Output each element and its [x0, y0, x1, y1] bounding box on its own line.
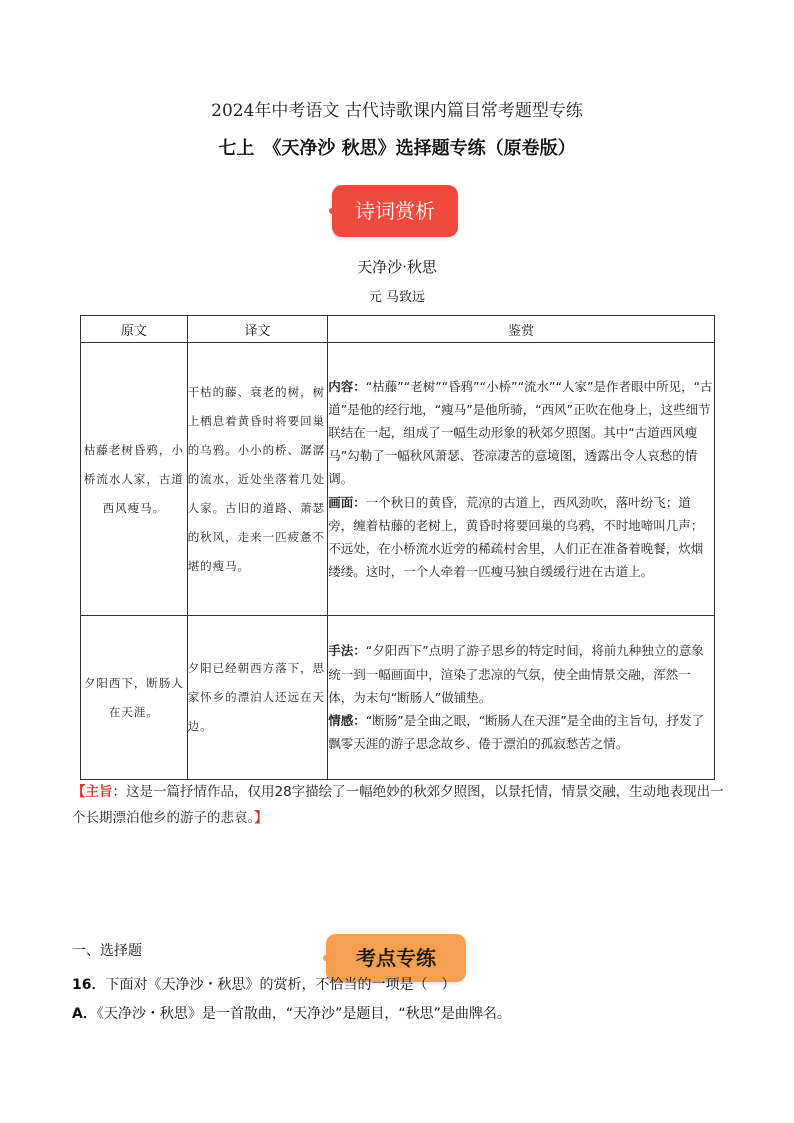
appreciation-tag: 内容： [328, 378, 366, 394]
column-header-appreciation: 鉴赏 [328, 316, 715, 343]
appreciation-tag: 画面： [328, 494, 366, 510]
option-label: A． [72, 1006, 97, 1022]
table-header-row [81, 316, 715, 343]
appreciation-text: “枯藤”“老树”“昏鸦”“小桥”“流水”“人家”是作者眼中所见，“古道”是他的经行地，“瘦马”是他所骑，“西风”正吹在他身上，这些细节联结在一起，组成了一幅生动形象的秋郊夕照图。其中“古道西风瘦马”勾勒了一幅秋风萧瑟、苍凉凄苦的意境图，透露出令人哀愁的情调。 [328, 378, 713, 487]
poem-analysis-table [80, 315, 715, 780]
question-text: 下面对《天净沙・秋思》的赏析，不恰当的一项是（ ） [105, 977, 456, 993]
column-header-translation: 译文 [187, 316, 328, 343]
cell-translation: 干枯的藤、衰老的树，树上栖息着黄昏时将要回巢的乌鸦。小小的桥、潺潺的流水，近处坐落着几处人家。古旧的道路、萧瑟的秋风，走来一匹疲惫不堪的瘦马。 [187, 343, 328, 616]
summary-open-bracket: 【 [72, 784, 86, 800]
cell-original: 夕阳西下，断肠人在天涯。 [81, 616, 188, 780]
page-title: 2024年中考语文 古代诗歌课内篇目常考题型专练 [211, 101, 583, 121]
appreciation-paragraph [328, 639, 714, 709]
appreciation-text: “夕阳西下”点明了游子思乡的特定时间，将前九种独立的意象统一到一幅画面中，渲染了悲凉的气氛，使全曲情景交融，浑然一体，为末句“断肠人”做铺垫。 [328, 643, 704, 705]
theme-summary [72, 779, 732, 831]
badge-dot-icon [329, 208, 335, 214]
appreciation-tag: 情感： [328, 713, 366, 729]
summary-label: 主旨 [85, 784, 113, 800]
section-badge-label: 考点专练 [356, 946, 436, 970]
column-header-original: 原文 [81, 316, 188, 343]
summary-text: ：这是一篇抒情作品，仅用28字描绘了一幅绝妙的秋郊夕照图，以景托情，情景交融，生动地表现出一个长期漂泊他乡的游子的悲哀。 [72, 784, 724, 826]
question-16 [72, 974, 455, 994]
option-a [72, 1003, 511, 1023]
section-badge-label: 诗词赏析 [355, 199, 435, 223]
cell-appreciation [328, 616, 715, 780]
appreciation-paragraph [328, 375, 714, 491]
page-subtitle: 七上 《天净沙 秋思》选择题专练（原卷版） [218, 138, 576, 159]
section-heading: 一、选择题 [72, 943, 142, 959]
appreciation-text: “断肠”是全曲之眼，“断肠人在天涯”是全曲的主旨句，抒发了飘零天涯的游子思念故乡、倦于漂泊的孤寂愁苦之情。 [328, 713, 705, 752]
appreciation-paragraph [328, 709, 714, 755]
section-badge-appreciation [332, 185, 458, 237]
cell-appreciation [328, 343, 715, 616]
cell-translation: 夕阳已经朝西方落下，思家怀乡的漂泊人还远在天边。 [187, 616, 328, 780]
table-row [81, 616, 715, 780]
appreciation-tag: 手法： [328, 643, 366, 659]
badge-dot-icon [323, 955, 329, 961]
appreciation-text: 一个秋日的黄昏，荒凉的古道上，西风劲吹，落叶纷飞；道旁，缠着枯藤的老树上，黄昏时将要回巢的乌鸦，不时地啼叫几声；不远处，在小桥流水近旁的稀疏村舍里，人们正在准备着晚餐，炊烟缕缕。这时，一个人牵着一匹瘦马独自缓缓行进在古道上。 [328, 494, 704, 580]
poem-author: 元 马致远 [368, 290, 426, 305]
poem-title: 天净沙·秋思 [357, 258, 437, 276]
cell-original: 枯藤老树昏鸦，小桥流水人家，古道西风瘦马。 [81, 343, 188, 616]
option-text: 《天净沙・秋思》是一首散曲，“天净沙”是题目，“秋思”是曲牌名。 [96, 1006, 511, 1022]
question-number: 16． [72, 977, 106, 993]
table-row [81, 343, 715, 616]
appreciation-paragraph [328, 491, 714, 584]
summary-close-bracket: 】 [254, 810, 268, 826]
